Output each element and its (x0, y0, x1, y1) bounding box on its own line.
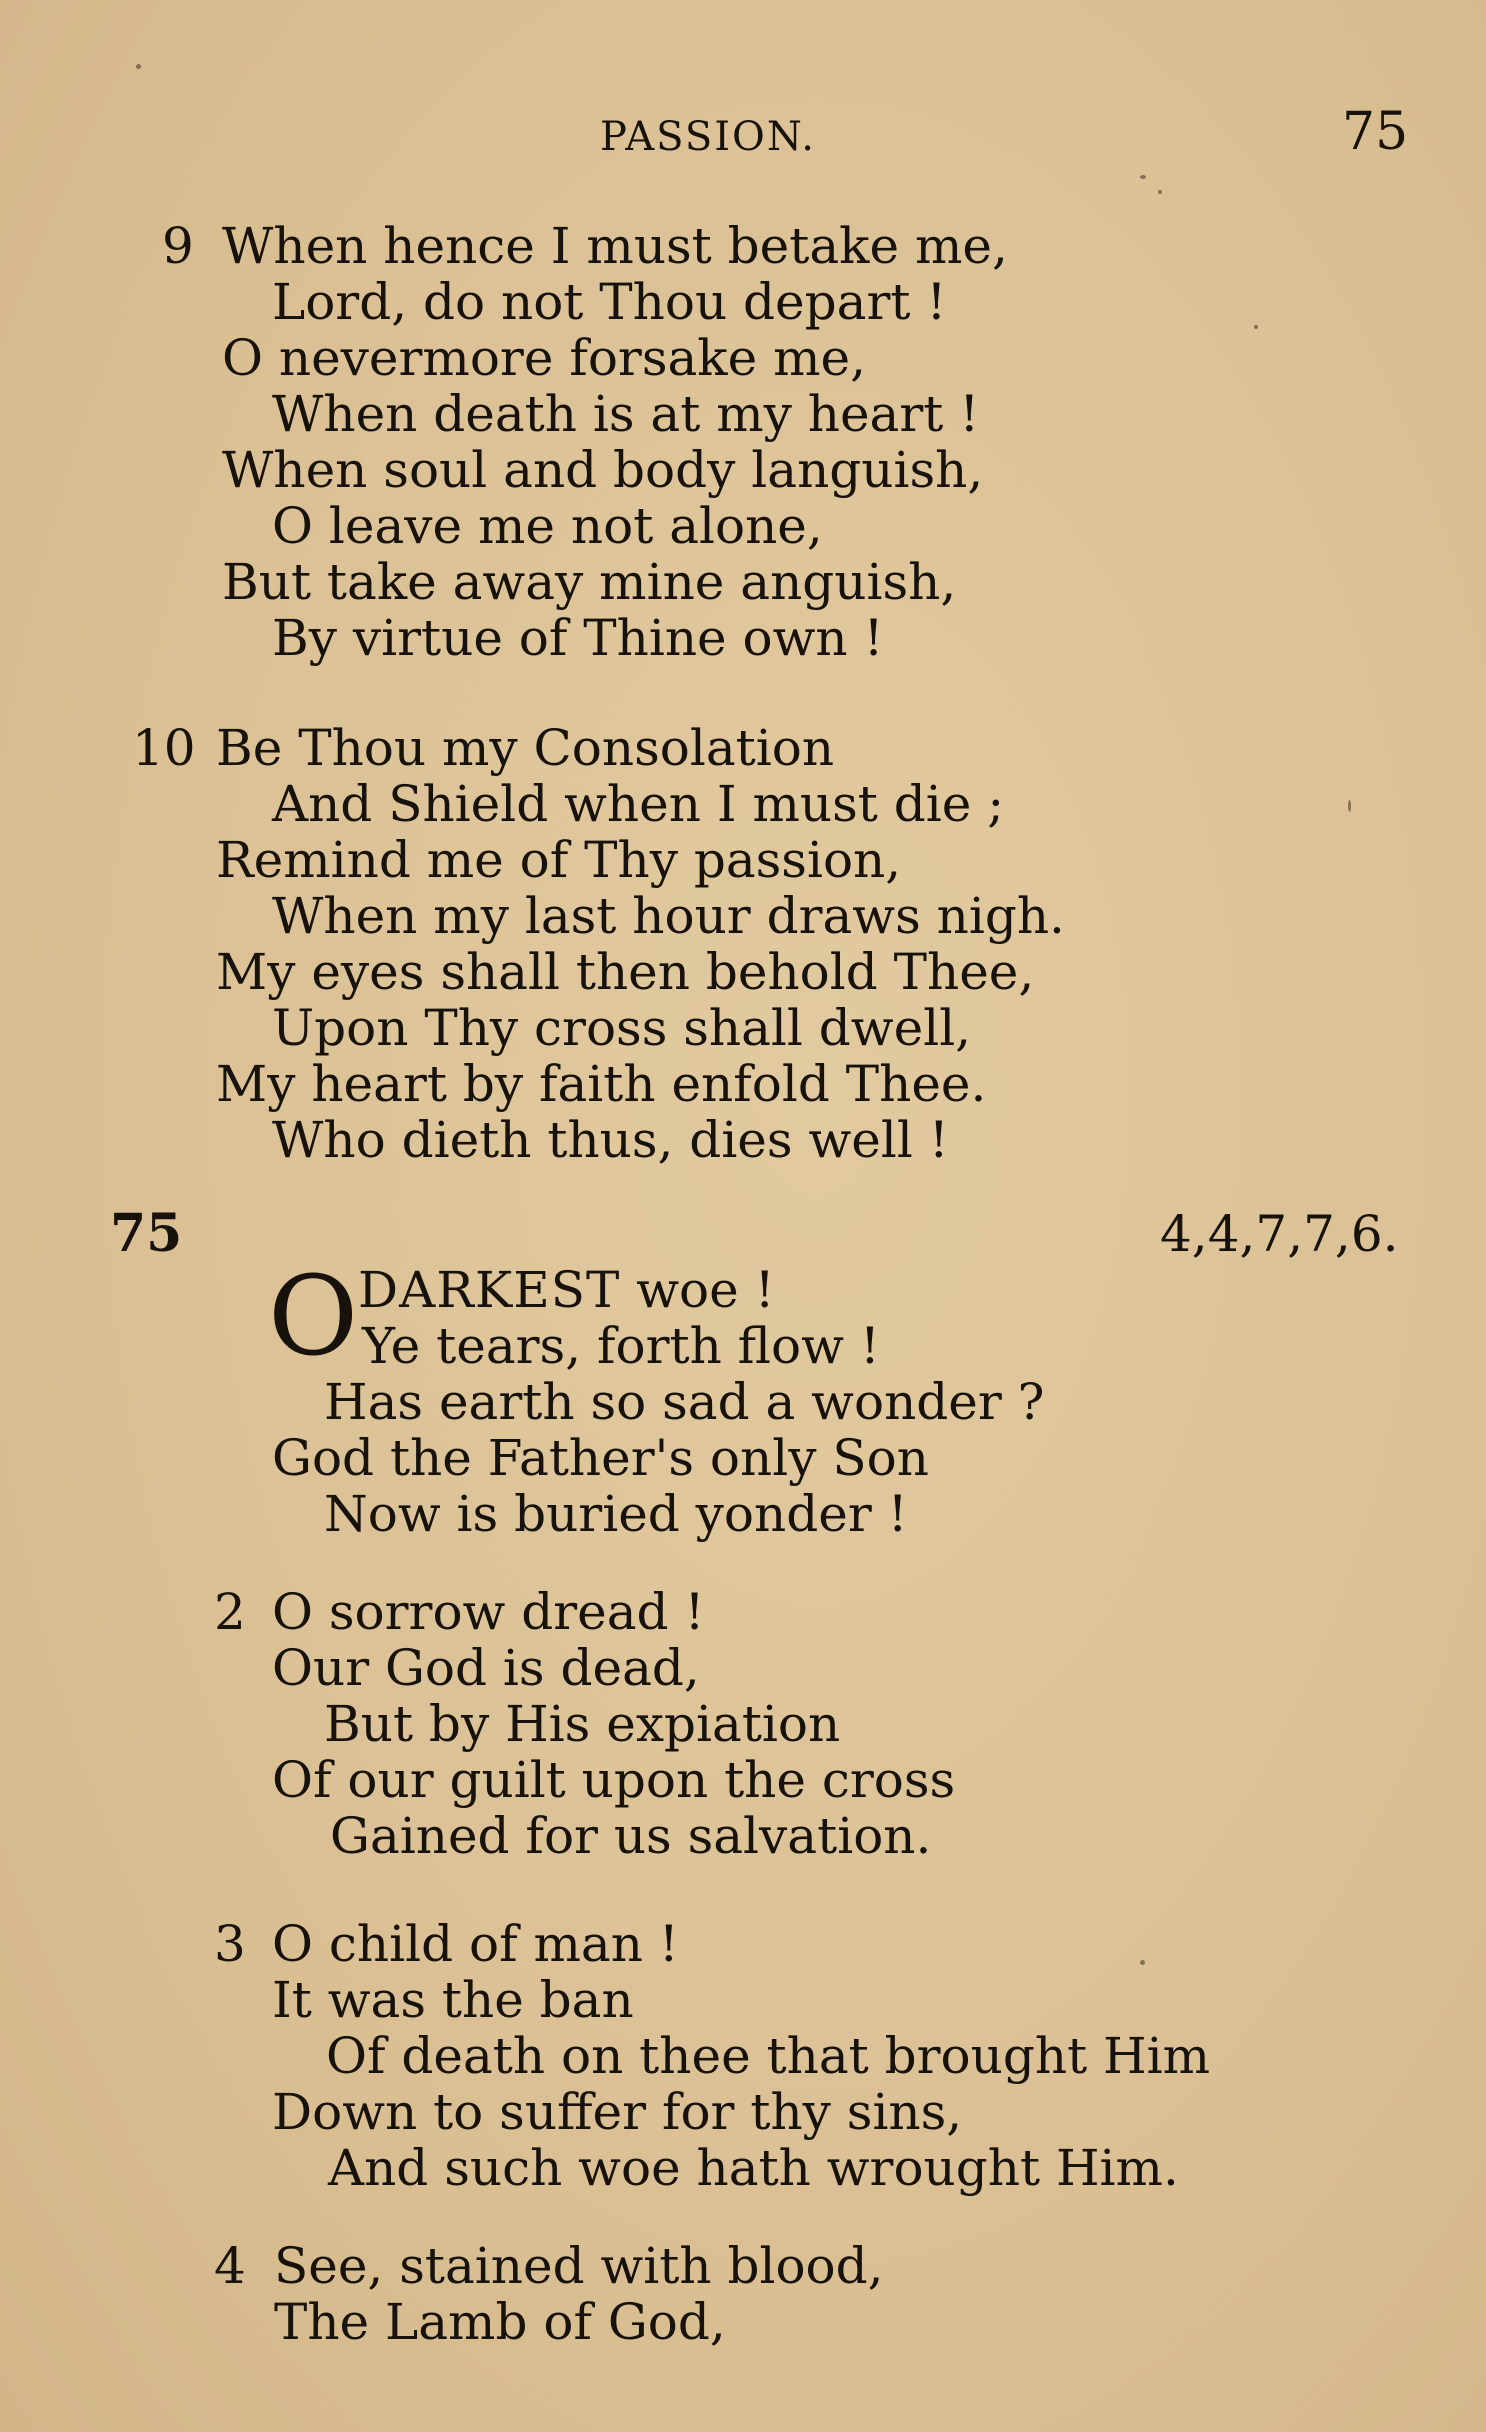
verse-number: 10 (132, 719, 196, 777)
verse-number: 4 (214, 2237, 246, 2295)
first-line-rest: woe ! (620, 1261, 775, 1319)
verse-line: O child of man ! (272, 1915, 679, 1973)
verse-line: Of our guilt upon the cross (272, 1751, 956, 1809)
first-line-caps: DARKEST (358, 1261, 621, 1319)
verse-line: Of death on thee that brought Him (326, 2027, 1211, 2085)
print-speck (1158, 190, 1162, 194)
verse-line: O nevermore forsake me, (222, 329, 866, 387)
first-line (358, 1262, 775, 1318)
verse-line: When soul and body languish, (222, 441, 984, 499)
verse-line: God the Father's only Son (272, 1429, 929, 1487)
verse-line: And such woe hath wrought Him. (328, 2139, 1179, 2197)
drop-cap: O (268, 1252, 359, 1380)
verse-line: My eyes shall then behold Thee, (216, 943, 1035, 1001)
verse-line: Who dieth thus, dies well ! (272, 1111, 949, 1169)
verse-line: See, stained with blood, (274, 2237, 884, 2295)
print-speck (1348, 800, 1351, 812)
verse-line: O sorrow dread ! (272, 1583, 705, 1641)
verse-line: Our God is dead, (272, 1639, 700, 1697)
verse-line: Now is buried yonder ! (324, 1485, 908, 1543)
verse-line: Has earth so sad a wonder ? (324, 1373, 1045, 1431)
verse-line: O leave me not alone, (272, 497, 823, 555)
verse-line: But by His expiation (324, 1695, 841, 1753)
verse-line: The Lamb of God, (274, 2293, 726, 2351)
print-speck (136, 64, 141, 69)
verse-line: My heart by faith enfold Thee. (216, 1055, 987, 1113)
print-speck (1140, 1960, 1145, 1965)
verse-number: 9 (162, 217, 194, 275)
verse-line: But take away mine anguish, (222, 553, 957, 611)
page-number: 75 (1342, 102, 1409, 162)
verse-line: When hence I must betake me, (222, 217, 1008, 275)
verse-number: 3 (214, 1915, 246, 1973)
verse-line: Be Thou my Consolation (216, 719, 835, 777)
verse-line: Lord, do not Thou depart ! (272, 273, 947, 331)
verse-line: Gained for us salvation. (330, 1807, 932, 1865)
running-header: PASSION. (600, 114, 816, 160)
verse-number: 2 (214, 1583, 246, 1641)
print-speck (1254, 325, 1258, 329)
verse-line: And Shield when I must die ; (272, 775, 1005, 833)
verse-line: When death is at my heart ! (272, 385, 980, 443)
verse-line: Upon Thy cross shall dwell, (272, 999, 972, 1057)
verse-line: It was the ban (272, 1971, 634, 2029)
verse-line: Down to suffer for thy sins, (272, 2083, 963, 2141)
verse-line: Remind me of Thy passion, (216, 831, 902, 889)
hymn-meter: 4,4,7,7,6. (1160, 1205, 1399, 1263)
print-speck (1140, 175, 1146, 179)
hymn-number: 75 (110, 1203, 183, 1264)
verse-line: When my last hour draws nigh. (272, 887, 1065, 945)
verse-line: Ye tears, forth flow ! (362, 1317, 880, 1375)
verse-line: By virtue of Thine own ! (272, 609, 884, 667)
